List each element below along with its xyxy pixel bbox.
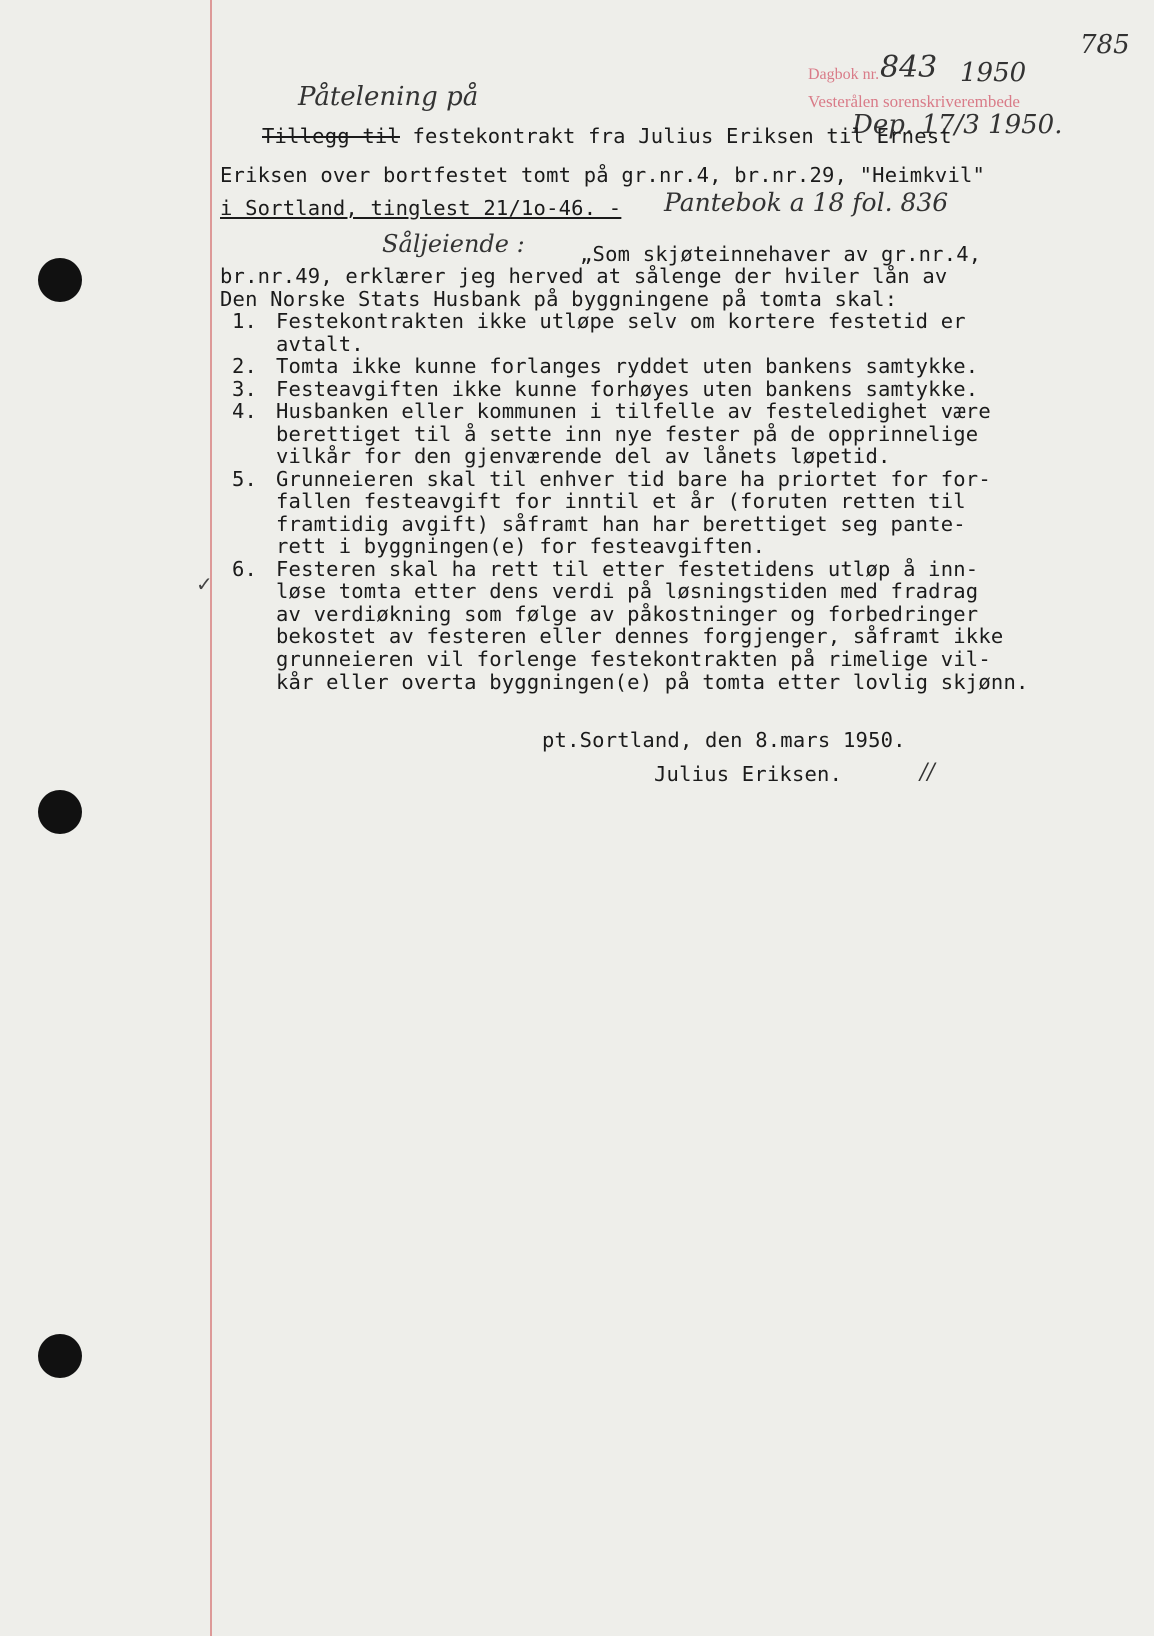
item-line: rett i byggningen(e) for festeavgiften. — [276, 534, 766, 558]
stamp-date: Dep. 17/3 1950. — [852, 110, 1063, 140]
handwritten-margin-note: Såljeiende : — [382, 230, 525, 258]
item-number: 4. — [232, 399, 258, 423]
item-line: avtalt. — [276, 332, 364, 356]
margin-line — [210, 0, 212, 1636]
stamp-office: Vesterålen sorenskriverembede — [808, 92, 1020, 111]
item-line: grunneieren vil forlenge festekontrakten på rimelige vil- — [276, 647, 991, 671]
item-number: 2. — [232, 354, 258, 378]
punch-hole — [38, 1334, 82, 1378]
item-line: Grunneieren skal til enhver tid bare ha priortet for for- — [276, 467, 991, 491]
closing-mark: // — [920, 760, 935, 785]
punch-hole — [38, 258, 82, 302]
item-line: bekostet av festeren eller dennes forgjenger, såframt ikke — [276, 624, 1004, 648]
closing-place-date: pt.Sortland, den 8.mars 1950. — [542, 728, 906, 752]
title-line-2: Eriksen over bortfestet tomt på gr.nr.4, br.nr.29, "Heimkvil" — [220, 163, 986, 187]
handwritten-header: Påtelening på — [298, 82, 479, 112]
item-line: fallen festeavgift for inntil et år (foruten retten til — [276, 489, 966, 513]
item-line: løse tomta etter dens verdi på løsningstiden med fradrag — [276, 579, 979, 603]
page-number: 785 — [1080, 30, 1130, 60]
title-line-1 — [262, 124, 952, 148]
title-struck-text: Tillegg til — [262, 124, 400, 148]
stamp-year: 1950 — [960, 58, 1027, 88]
item-line: Husbanken eller kommunen i tilfelle av festeledighet være — [276, 399, 991, 423]
title-line-1-text: festekontrakt fra Julius Eriksen til Ernest — [399, 124, 952, 148]
handwritten-reference: Pantebok a 18 fol. 836 — [664, 188, 949, 217]
body-intro-3: Den Norske Stats Husbank på byggningene på tomta skal: — [220, 287, 898, 311]
item-line: framtidig avgift) såframt han har berettiget seg pante- — [276, 512, 966, 536]
item-line: kår eller overta byggningen(e) på tomta etter lovlig skjønn. — [276, 670, 1029, 694]
item-line: av verdiøkning som følge av påkostninger og forbedringer — [276, 602, 979, 626]
closing-signature: Julius Eriksen. — [654, 762, 843, 786]
item-number: 1. — [232, 309, 258, 333]
title-line-3: i Sortland, tinglest 21/1o-46. - — [220, 196, 622, 220]
punch-hole — [38, 790, 82, 834]
item-number: 3. — [232, 377, 258, 401]
margin-check-mark: ✓ — [196, 572, 213, 596]
stamp-dagbok-label: Dagbok nr. — [808, 66, 880, 83]
item-line: Festekontrakten ikke utløpe selv om kortere festetid er — [276, 309, 966, 333]
item-line: Tomta ikke kunne forlanges ryddet uten bankens samtykke. — [276, 354, 979, 378]
item-number: 6. — [232, 557, 258, 581]
stamp-dagbok-number: 843 — [880, 50, 938, 85]
body-intro-1: „Som skjøteinnehaver av gr.nr.4, — [580, 242, 982, 266]
item-number: 5. — [232, 467, 258, 491]
item-line: Festeavgiften ikke kunne forhøyes uten bankens samtykke. — [276, 377, 979, 401]
item-line: vilkår for den gjenværende del av lånets løpetid. — [276, 444, 891, 468]
item-line: berettiget til å sette inn nye fester på de opprinnelige — [276, 422, 979, 446]
body-intro-2: br.nr.49, erklærer jeg herved at sålenge der hviler lån av — [220, 264, 948, 288]
item-line: Festeren skal ha rett til etter festetidens utløp å inn- — [276, 557, 979, 581]
